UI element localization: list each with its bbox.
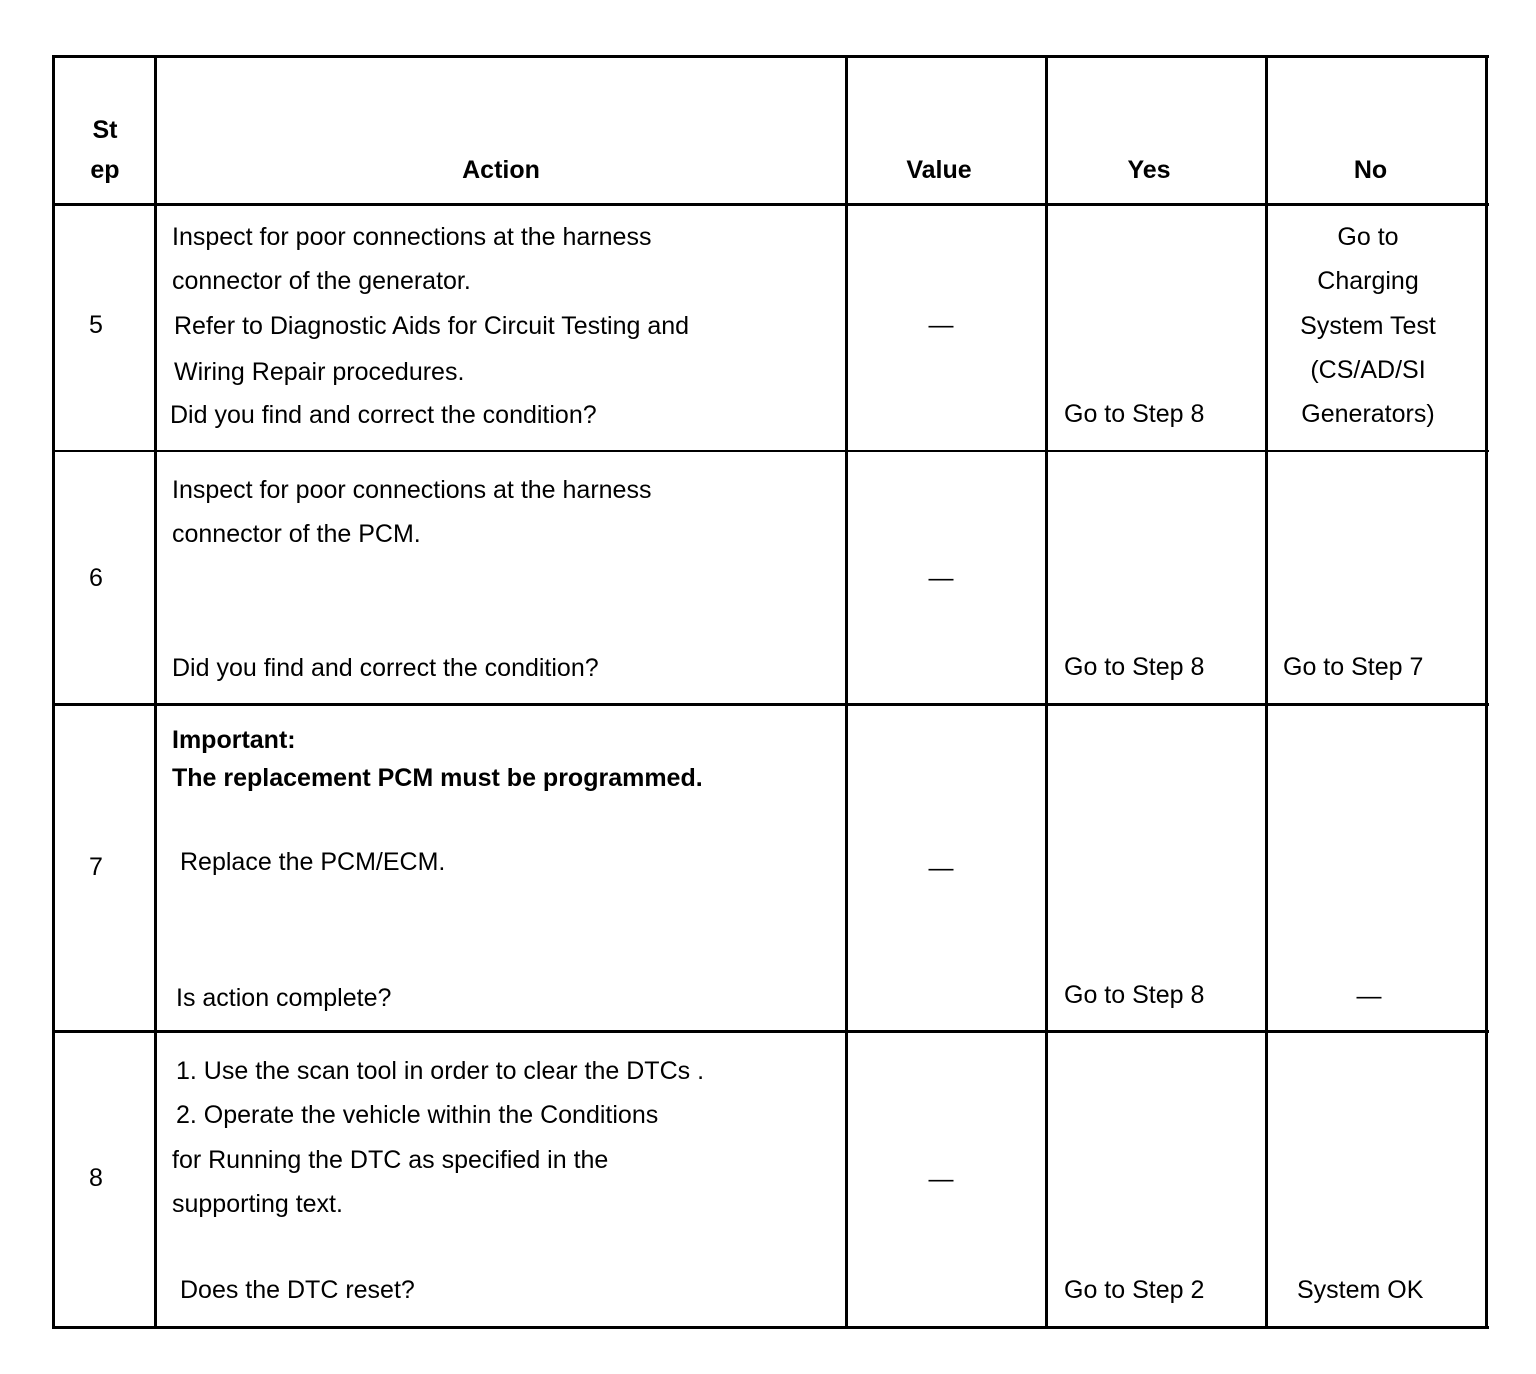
row-divider — [52, 703, 1489, 706]
action-line: Is action complete? — [176, 984, 392, 1012]
no-cell-line: System Test — [1300, 312, 1436, 340]
action-line: supporting text. — [172, 1190, 343, 1218]
action-line: Did you find and correct the condition? — [170, 401, 597, 429]
action-line: Inspect for poor connections at the harness — [172, 476, 652, 504]
step-number: 7 — [89, 853, 103, 881]
row-divider — [52, 450, 1489, 452]
no-cell-line: Generators) — [1301, 400, 1435, 428]
header-value: Value — [906, 156, 972, 184]
step-number: 6 — [89, 564, 103, 592]
no-cell: Go to Step 7 — [1283, 653, 1424, 681]
value-cell: — — [928, 564, 954, 592]
action-line: Did you find and correct the condition? — [172, 654, 599, 682]
action-line: connector of the generator. — [172, 267, 471, 295]
header-step-line1: St — [92, 116, 118, 144]
no-cell-line: (CS/AD/SI — [1310, 356, 1426, 384]
no-cell: — — [1356, 982, 1382, 1010]
yes-cell: Go to Step 8 — [1064, 400, 1205, 428]
value-cell: — — [928, 1165, 954, 1193]
value-cell: — — [928, 311, 954, 339]
action-line: 1. Use the scan tool in order to clear the DTCs . — [176, 1057, 705, 1085]
action-line: for Running the DTC as specified in the — [172, 1146, 609, 1174]
action-line: connector of the PCM. — [172, 520, 421, 548]
header-yes: Yes — [1127, 156, 1171, 184]
no-cell-line: Charging — [1317, 267, 1419, 295]
no-cell: System OK — [1297, 1276, 1424, 1304]
action-line: 2. Operate the vehicle within the Conditions — [176, 1101, 659, 1129]
important-label: Important: — [172, 726, 296, 754]
yes-cell: Go to Step 2 — [1064, 1276, 1205, 1304]
no-cell-line: Go to — [1337, 223, 1399, 251]
important-text: The replacement PCM must be programmed. — [172, 764, 703, 792]
yes-cell: Go to Step 8 — [1064, 653, 1205, 681]
header-action: Action — [462, 156, 540, 184]
table-border-bottom — [52, 1326, 1489, 1329]
step-number: 8 — [89, 1164, 103, 1192]
step-number: 5 — [89, 311, 103, 339]
table-border-top — [52, 55, 1489, 58]
header-divider — [52, 203, 1489, 206]
row-divider — [52, 1030, 1489, 1033]
action-line: Does the DTC reset? — [180, 1276, 415, 1304]
action-line: Refer to Diagnostic Aids for Circuit Testing and — [174, 312, 690, 340]
header-step-line2: ep — [90, 156, 120, 184]
value-cell: — — [928, 854, 954, 882]
action-line: Inspect for poor connections at the harness — [172, 223, 652, 251]
action-line: Wiring Repair procedures. — [174, 358, 465, 386]
column-divider — [154, 55, 157, 1329]
table-border-left — [52, 55, 55, 1329]
table-border-right — [1485, 55, 1488, 1329]
header-no: No — [1353, 156, 1388, 184]
action-line: Replace the PCM/ECM. — [180, 848, 446, 876]
column-divider — [1045, 55, 1048, 1329]
column-divider — [845, 55, 848, 1329]
yes-cell: Go to Step 8 — [1064, 981, 1205, 1009]
